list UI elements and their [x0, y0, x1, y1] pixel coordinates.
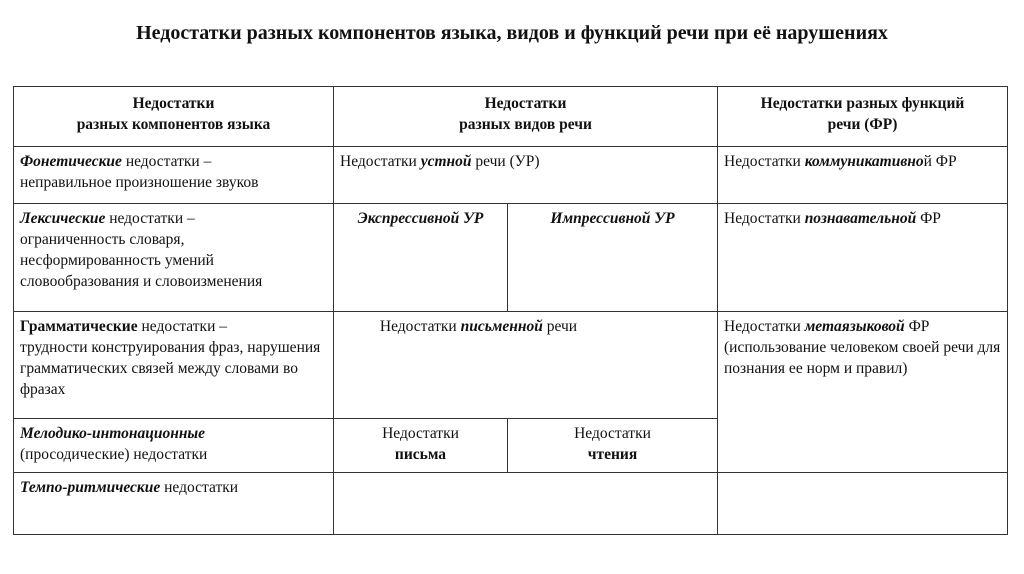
cell-cognitive: [717, 203, 1008, 312]
term: Экспрессивной УР: [357, 210, 484, 227]
cell-empty: [333, 472, 718, 535]
cell-oral-speech: [333, 146, 718, 204]
text: недостатки –: [105, 210, 195, 227]
cell-melodic: [13, 418, 334, 473]
term: Грамматические: [20, 318, 138, 335]
text: Недостатки: [382, 425, 459, 442]
term: письма: [394, 446, 447, 463]
text: ограниченность словаря, несформированность умений словообразования и словоизменения: [20, 231, 263, 290]
term: Фонетические: [20, 153, 122, 170]
cell-lexical: [13, 203, 334, 312]
cell-phonetic: [13, 146, 334, 204]
text: речи (УР): [471, 153, 540, 170]
term: познавательной: [804, 210, 917, 227]
text: неправильное произношение звуков: [20, 174, 259, 191]
cell-grammatical: [13, 311, 334, 419]
cell-communicative: [717, 146, 1008, 204]
header-text: Недостатки: [484, 95, 567, 112]
text: (просодические) недостатки: [20, 446, 208, 463]
page-title: Недостатки разных компонентов языка, видов и функций речи при её нарушениях: [136, 22, 888, 44]
text: Недостатки: [724, 318, 805, 335]
text: недостатки –: [121, 153, 212, 170]
text: ФР: [916, 210, 941, 227]
cell-written-speech: [333, 311, 718, 419]
text: Недостатки: [379, 318, 461, 335]
text: Недостатки: [724, 153, 805, 170]
text: недостатки –: [137, 318, 228, 335]
header-speech-types: [333, 86, 718, 147]
term: Мелодико-интонационные: [20, 425, 206, 442]
cell-empty: [717, 472, 1008, 535]
header-text: Недостатки разных функций: [760, 95, 965, 112]
header-speech-functions: [717, 86, 1008, 147]
term: чтения: [587, 446, 638, 463]
header-text: речи (ФР): [827, 116, 898, 133]
header-language-components: [13, 86, 334, 147]
term: метаязыковой: [804, 318, 905, 335]
text: Недостатки: [724, 210, 805, 227]
term: Лексические: [20, 210, 106, 227]
term: Темпо-ритмические: [20, 479, 161, 496]
header-text: Недостатки: [132, 95, 215, 112]
text: Недостатки: [340, 153, 421, 170]
term: письменной: [460, 318, 543, 335]
text: (использование человеком своей речи для познания ее норм и правил): [724, 339, 1001, 377]
header-text: разных видов речи: [459, 116, 592, 133]
text: ФР: [904, 318, 930, 335]
cell-metalinguistic: [717, 311, 1008, 473]
term: устной: [420, 153, 472, 170]
cell-impressive: [507, 203, 718, 312]
header-text: разных компонентов языка: [76, 116, 271, 133]
cell-reading: [507, 418, 718, 473]
cell-tempo: [13, 472, 334, 535]
text: трудности конструирования фраз, нарушения грамматических связей между словами во фразах: [20, 339, 321, 398]
term: коммуникативно: [804, 153, 924, 170]
text: й ФР: [923, 153, 957, 170]
text: речи: [542, 318, 578, 335]
text: Недостатки: [574, 425, 651, 442]
term: Импрессивной УР: [550, 210, 675, 227]
cell-writing: [333, 418, 508, 473]
text: недостатки: [160, 479, 239, 496]
cell-expressive: [333, 203, 508, 312]
